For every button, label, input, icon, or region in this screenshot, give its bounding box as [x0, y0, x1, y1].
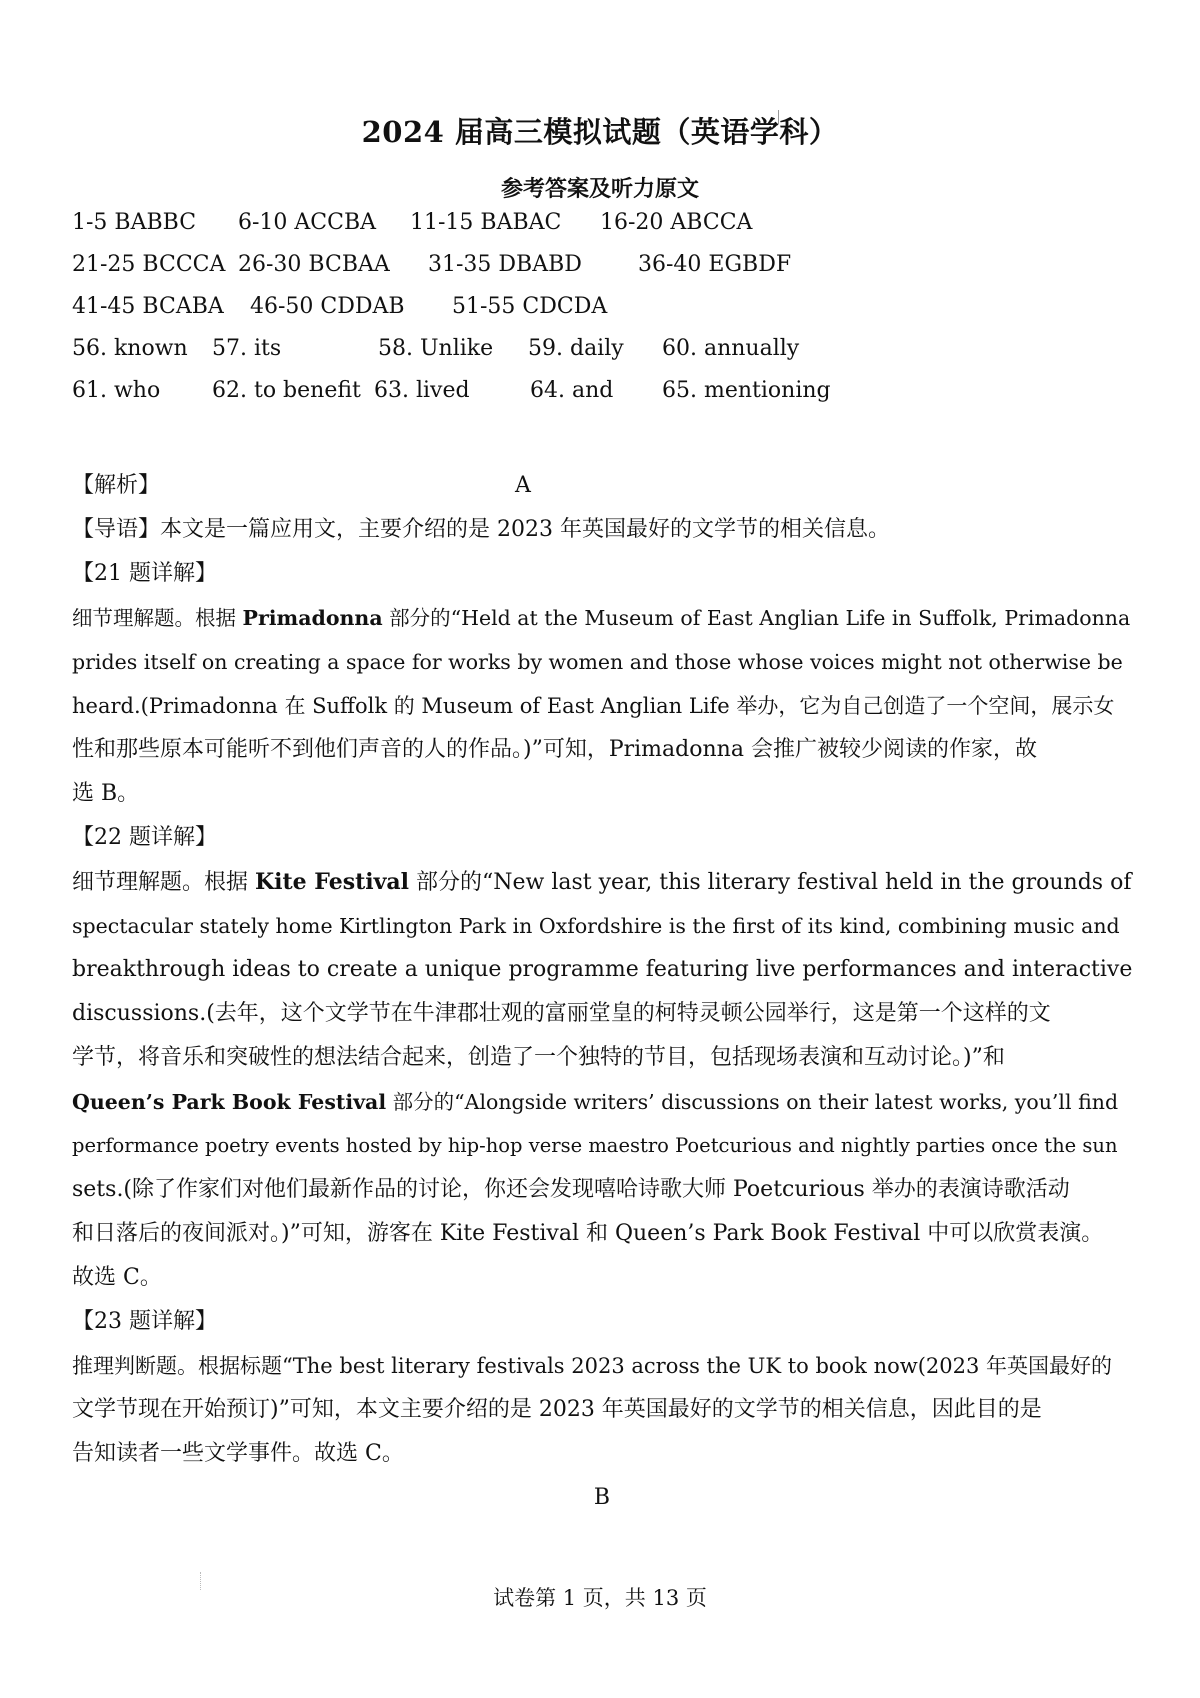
text-span: 部分的“New last year, this literary festival held in the grounds of: [409, 870, 1132, 895]
answer-group: 36-40 EGBDF: [638, 252, 792, 277]
analysis-body: [72, 464, 1132, 1520]
answer-group: 46-50 CDDAB: [250, 294, 405, 319]
answer-group: 31-35 DBABD: [428, 252, 582, 277]
answer-group: 11-15 BABAC: [410, 210, 562, 235]
text-span: 细节理解题。根据: [72, 870, 255, 895]
text-span: 细节理解题。根据: [72, 606, 243, 630]
page-title: 2024 届高三模拟试题（英语学科）: [361, 115, 839, 149]
section-b-marker: B: [593, 1485, 611, 1510]
answer-item: 61. who: [72, 378, 161, 403]
q22-text-line: performance poetry events hosted by hip-hop verse maestro Poetcurious and nightly parties once the sun: [72, 1134, 1118, 1157]
answer-group: 6-10 ACCBA: [238, 210, 377, 235]
answer-group: 41-45 BCABA: [72, 294, 224, 319]
q23-text-line: 推理判断题。根据标题“The best literary festivals 2023 across the UK to book now(2023 年英国最好的: [72, 1354, 1113, 1378]
q22-label: 【22 题详解】: [72, 825, 217, 850]
answer-group: 21-25 BCCCA: [72, 252, 226, 277]
answer-item: 65. mentioning: [662, 378, 831, 403]
answer-group: 16-20 ABCCA: [600, 210, 753, 235]
q22-text-line: spectacular stately home Kirtlington Park in Oxfordshire is the first of its kind, combining music and: [72, 914, 1120, 938]
analysis-heading-line: [72, 464, 1132, 508]
q22-text-line: [72, 1080, 1132, 1124]
answer-item: 63. lived: [374, 378, 470, 403]
q21-text-line: 选 B。: [72, 781, 140, 806]
answer-row: [72, 378, 1132, 420]
answer-group: 51-55 CDCDA: [452, 294, 608, 319]
q21-text-line: 性和那些原本可能听不到他们声音的人的作品。)”可知，Primadonna 会推广被较少阅读的作家，故: [72, 737, 1037, 762]
bold-term: Queen’s Park Book Festival: [72, 1090, 387, 1114]
answer-row: [72, 252, 1132, 294]
q22-text-line: sets.(除了作家们对他们最新作品的讨论，你还会发现嘻哈诗歌大师 Poetcurious 举办的表演诗歌活动: [72, 1177, 1070, 1202]
q22-text-line: 故选 C。: [72, 1265, 162, 1290]
answer-item: 62. to benefit: [212, 378, 361, 403]
q23-text-line: 文学节现在开始预订)”可知，本文主要介绍的是 2023 年英国最好的文学节的相关信息，因此目的是: [72, 1397, 1042, 1422]
q21-text-line: heard.(Primadonna 在 Suffolk 的 Museum of East Anglian Life 举办，它为自己创造了一个空间，展示女: [72, 694, 1115, 718]
q21-text-line: [72, 596, 1132, 640]
answer-row: [72, 294, 1132, 336]
intro-text: 本文是一篇应用文，主要介绍的是 2023 年英国最好的文学节的相关信息。: [160, 517, 890, 542]
text-span: 部分的“Held at the Museum of East Anglian Life in Suffolk, Primadonna: [382, 606, 1131, 630]
intro-label: 【导语】: [72, 517, 161, 542]
page-footer: 试卷第 1 页，共 13 页: [493, 1586, 707, 1610]
q23-text-line: 告知读者一些文学事件。故选 C。: [72, 1441, 404, 1466]
intro-line: [72, 508, 1132, 552]
q22-text-line: 和日落后的夜间派对。)”可知，游客在 Kite Festival 和 Queen’s Park Book Festival 中可以欣赏表演。: [72, 1221, 1104, 1246]
answer-item: 56. known: [72, 336, 188, 361]
text-span: 部分的“Alongside writers’ discussions on their latest works, you’ll find: [386, 1090, 1119, 1114]
answer-row: [72, 336, 1132, 378]
bold-term: Kite Festival: [255, 869, 410, 895]
answer-group: 1-5 BABBC: [72, 210, 197, 235]
q21-label: 【21 题详解】: [72, 561, 217, 586]
q23-label: 【23 题详解】: [72, 1309, 217, 1334]
answer-item: 59. daily: [528, 336, 624, 361]
page-subtitle: 参考答案及听力原文: [500, 176, 699, 202]
analysis-heading: 【解析】: [72, 473, 161, 498]
answer-row: [72, 210, 1132, 252]
q22-text-line: 学节，将音乐和突破性的想法结合起来，创造了一个独特的节目，包括现场表演和互动讨论。)”和: [72, 1045, 1005, 1070]
answer-key: [72, 210, 1132, 420]
bold-term: Primadonna: [242, 606, 383, 630]
q22-text-line: breakthrough ideas to create a unique programme featuring live performances and interactive: [72, 957, 1133, 982]
answer-item: 60. annually: [662, 336, 800, 361]
q21-text-line: prides itself on creating a space for works by women and those whose voices might not otherwise be: [72, 650, 1123, 674]
answer-item: 58. Unlike: [378, 336, 494, 361]
answer-item: 64. and: [530, 378, 614, 403]
q22-text-line: discussions.(去年，这个文学节在牛津郡壮观的富丽堂皇的柯特灵顿公园举行，这是第一个这样的文: [72, 1001, 1051, 1026]
section-a-marker: A: [515, 473, 531, 498]
answer-item: 57. its: [212, 336, 282, 361]
answer-group: 26-30 BCBAA: [238, 252, 390, 277]
q22-text-line: [72, 860, 1132, 904]
